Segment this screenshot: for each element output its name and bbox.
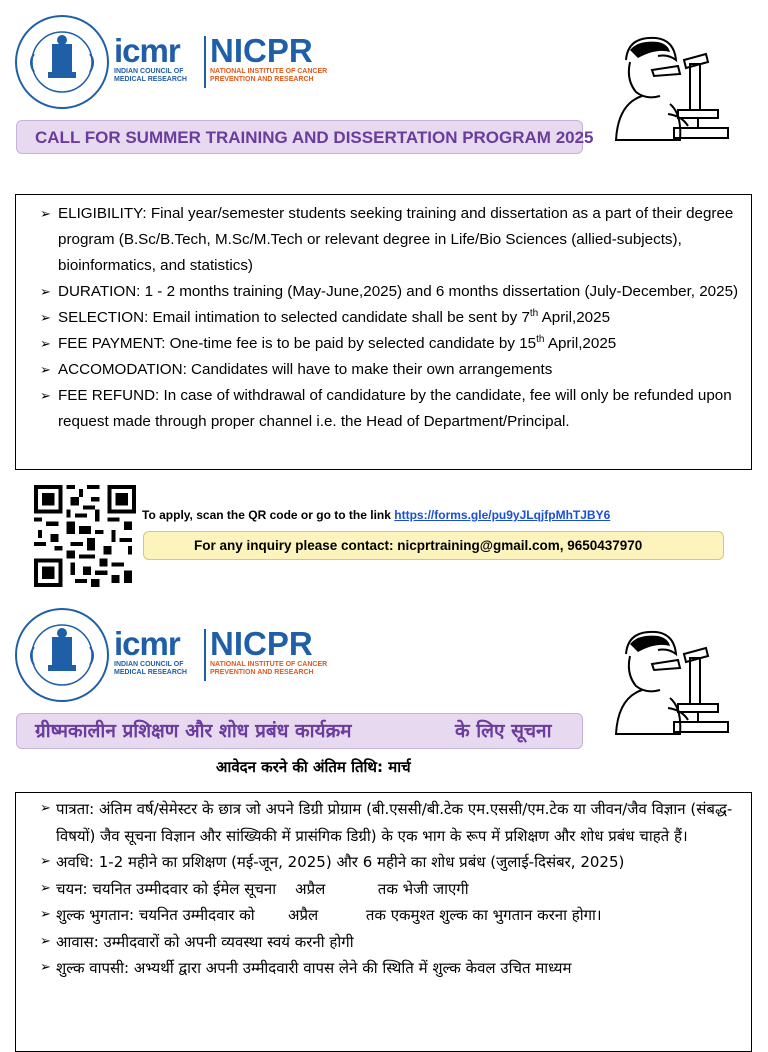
item-text: SELECTION: Email intimation to selected candidate shall be sent by 7 — [58, 309, 530, 326]
list-item — [16, 201, 751, 279]
icmr-subtitle-1: INDIAN COUNCIL OF — [114, 68, 184, 75]
application-form-link[interactable]: https://forms.gle/pu9yJLqjfpMhTJBY6 — [394, 508, 611, 522]
item-sup: th — [536, 333, 545, 345]
item-text: ELIGIBILITY: Final year/semester students seeking training and dissertation as a part of their degree program (B.Sc/B.Tech, M.Sc/M.Tech or relevant degree in Life/Bio Sciences (allied-subjects), bioinformatics, and statistics) — [58, 205, 734, 274]
icmr-logo — [114, 627, 204, 677]
nicpr-subtitle-1: NATIONAL INSTITUTE OF CANCER — [210, 661, 328, 668]
qr-code-icon[interactable] — [34, 485, 136, 587]
inquiry-banner — [143, 531, 724, 560]
list-item — [16, 929, 751, 956]
nicpr-logo — [210, 627, 335, 677]
bullet-arrow-icon: ➢ — [40, 960, 51, 975]
bullet-arrow-icon: ➢ — [40, 880, 51, 896]
bullet-arrow-icon: ➢ — [40, 362, 51, 377]
item-text: पात्रता: अंतिम वर्ष/सेमेस्टर के छात्र जो अपने डिग्री प्रोग्राम (बी.एससी/बी.टेक एम.एससी/एम.टेक या जीवन/जैव विज्ञान (संबद्ध-विषयों) जैव सूचना विज्ञान और सांख्यिकी में प्रासंगिक डिग्री) के एक भाग के रूप में प्रशिक्षण और शोध प्रबंध चाहते हैं। — [56, 800, 733, 845]
scientist-microscope-icon — [608, 30, 736, 148]
list-item — [16, 331, 751, 357]
last-date-label: आवेदन करने की अंतिम तिथि: मार्च — [216, 758, 411, 776]
apply-instructions — [142, 508, 610, 522]
list-item — [16, 279, 751, 305]
bullet-arrow-icon: ➢ — [40, 388, 51, 403]
nicpr-subtitle-2: PREVENTION AND RESEARCH — [210, 76, 314, 83]
title-banner-hi — [16, 713, 583, 749]
logo-row-hi — [14, 607, 332, 703]
logo-divider — [204, 36, 206, 88]
item-text: DURATION: 1 - 2 months training (May-June,2025) and 6 months dissertation (July-December, 2025) — [58, 283, 739, 300]
nicpr-logo — [210, 34, 335, 84]
title-banner-text-right: के लिए सूचना — [455, 720, 552, 742]
bullet-arrow-icon: ➢ — [40, 310, 51, 325]
program-details-box-hi — [15, 792, 752, 1052]
logo-divider — [204, 629, 206, 681]
nicpr-subtitle-1: NATIONAL INSTITUTE OF CANCER — [210, 68, 328, 75]
bullet-arrow-icon: ➢ — [40, 284, 51, 299]
item-text: ACCOMODATION: Candidates will have to make their own arrangements — [58, 361, 553, 378]
list-item — [16, 796, 751, 849]
title-banner-text: CALL FOR SUMMER TRAINING AND DISSERTATION PROGRAM 2025 — [35, 128, 594, 147]
icmr-subtitle-2: MEDICAL RESEARCH — [114, 669, 187, 676]
item-text: FEE REFUND: In case of withdrawal of candidature by the candidate, fee will only be refunded upon request made through proper channel i.e. the Head of Department/Principal. — [58, 387, 732, 430]
icmr-wordmark: icmr — [114, 625, 180, 662]
program-details-box-en — [15, 194, 752, 470]
nicpr-wordmark: NICPR — [210, 32, 313, 69]
list-item — [16, 383, 751, 435]
apply-text: To apply, scan the QR code or go to the link — [142, 508, 395, 522]
list-item — [16, 876, 751, 903]
details-list-en — [16, 201, 751, 435]
item-text: चयन: चयनित उम्मीदवार को ईमेल सूचना अप्रैल तक भेजी जाएगी — [56, 879, 469, 898]
item-text: शुल्क भुगतान: चयनित उम्मीदवार को अप्रैल तक एकमुश्त शुल्क का भुगतान करना होगा। — [56, 906, 602, 924]
bullet-arrow-icon: ➢ — [40, 336, 51, 351]
bullet-arrow-icon: ➢ — [40, 854, 51, 869]
item-text: आवास: उम्मीदवारों को अपनी व्यवस्था स्वयं करनी होगी — [56, 932, 354, 951]
item-text-post: April,2025 — [544, 335, 617, 352]
list-item — [16, 902, 751, 929]
logo-row-en — [14, 14, 332, 110]
item-text: FEE PAYMENT: One-time fee is to be paid by selected candidate by 15 — [58, 335, 537, 352]
bullet-arrow-icon: ➢ — [40, 907, 51, 922]
list-item — [16, 955, 751, 982]
icmr-wordmark: icmr — [114, 32, 180, 69]
icmr-emblem-icon — [14, 14, 110, 110]
details-list-hi — [16, 796, 751, 982]
bullet-arrow-icon: ➢ — [40, 206, 51, 221]
item-text: अवधि: 1-2 महीने का प्रशिक्षण (मई-जून, 2025) और 6 महीने का शोध प्रबंध (जुलाई-दिसंबर, 2025) — [56, 853, 625, 871]
icmr-subtitle-1: INDIAN COUNCIL OF — [114, 661, 184, 668]
inquiry-contact-text: For any inquiry please contact: nicprtraining@gmail.com, 9650437970 — [194, 538, 643, 553]
icmr-emblem-icon — [14, 607, 110, 703]
item-sup: th — [529, 307, 539, 319]
title-banner-text-left: ग्रीष्मकालीन प्रशिक्षण और शोध प्रबंध कार्यक्रम — [35, 720, 352, 742]
scientist-microscope-icon — [608, 624, 736, 742]
list-item — [16, 305, 751, 331]
icmr-subtitle-2: MEDICAL RESEARCH — [114, 76, 187, 83]
bullet-arrow-icon: ➢ — [40, 801, 51, 816]
nicpr-subtitle-2: PREVENTION AND RESEARCH — [210, 669, 314, 676]
title-banner-en — [16, 120, 594, 154]
nicpr-wordmark: NICPR — [210, 625, 313, 662]
bullet-arrow-icon: ➢ — [40, 933, 51, 949]
list-item — [16, 357, 751, 383]
list-item — [16, 849, 751, 876]
item-text-post: April,2025 — [538, 309, 611, 326]
icmr-logo — [114, 34, 204, 84]
item-text: शुल्क वापसी: अभ्यर्थी द्वारा अपनी उम्मीदवारी वापस लेने की स्थिति में शुल्क केवल उचित माध्यम — [56, 959, 572, 977]
